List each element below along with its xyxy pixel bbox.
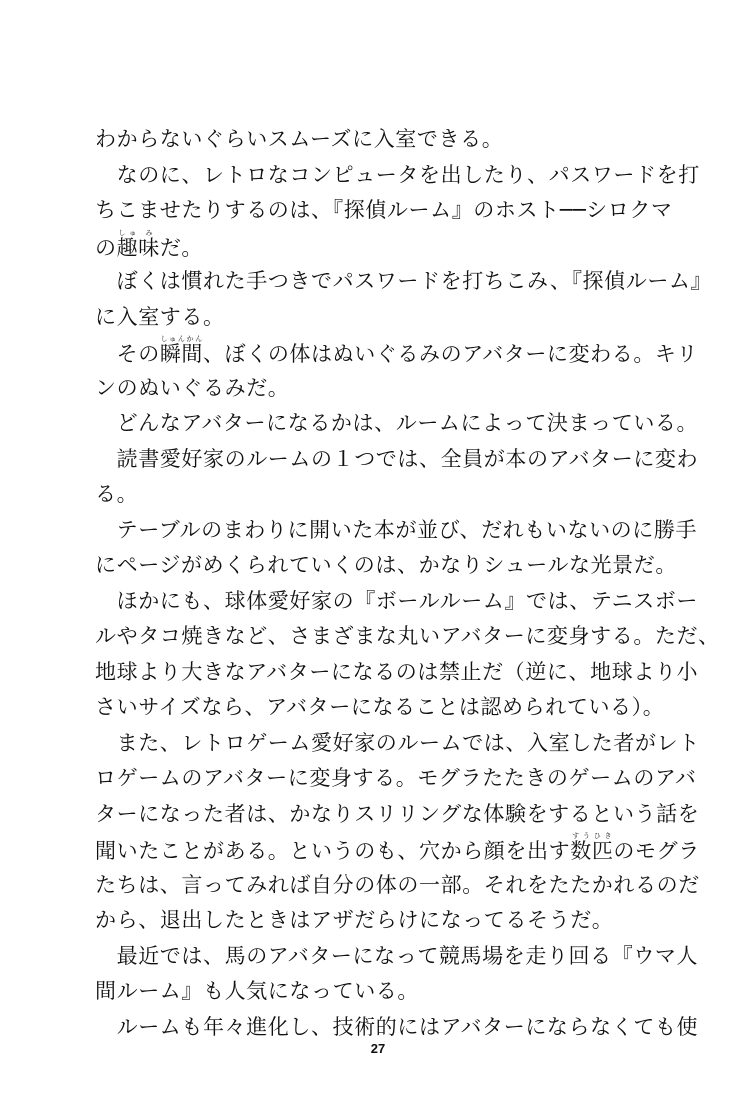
text-line: また、レトロゲーム愛好家のルームでは、入室した者がレト xyxy=(95,730,700,755)
ruby-base: 瞬間 xyxy=(159,342,204,366)
furigana-word xyxy=(159,335,204,366)
furigana-reading: しゅんかん xyxy=(159,335,203,343)
text-segment: のモグラ xyxy=(613,839,700,863)
text-line: から、退出したときはアザだらけになってるそうだ。 xyxy=(95,908,614,932)
text-line: にページがめくられていくのは、かなりシュールな光景だ。 xyxy=(95,553,677,577)
text-line: わからないぐらいスムーズに入室できる。 xyxy=(95,127,504,151)
furigana-word xyxy=(591,832,614,863)
text-line: ちこませたりするのは、『探偵ルーム』のホスト──シロクマ xyxy=(95,198,673,222)
text-line: に入室する。 xyxy=(95,304,225,329)
text-line: ターになった者は、かなりスリリングな体験をするという話を xyxy=(95,801,700,826)
body-text xyxy=(95,122,720,1045)
text-line: ルームも年々進化し、技術的にはアバターにならなくても使 xyxy=(95,1014,699,1039)
furigana-reading: しゅ xyxy=(116,228,139,237)
text-line: ロゲームのアバターに変身する。モグラたたきのゲームのアバ xyxy=(95,766,697,790)
text-line xyxy=(95,832,700,868)
text-line: ルやタコ焼きなど、さまざまな丸いアバターに変身する。ただ、 xyxy=(95,624,720,648)
text-line: テーブルのまわりに開いた本が並び、だれもいないのに勝手 xyxy=(95,517,698,542)
text-line: 最近では、馬のアバターになって競馬場を走り回る『ウマ人 xyxy=(95,943,699,968)
furigana-word xyxy=(116,228,139,260)
text-line: 地球より大きなアバターになるのは禁止だ（逆に、地球より小 xyxy=(95,659,699,684)
text-segment: その xyxy=(95,342,160,366)
furigana-word xyxy=(138,228,160,260)
text-line: たちは、言ってみれば自分の体の一部。それをたたかれるのだ xyxy=(95,872,700,897)
text-line: さいサイズなら、アバターになることは認められている）。 xyxy=(95,695,665,719)
ruby-base: 趣 xyxy=(116,235,139,260)
ruby-base: 味 xyxy=(138,235,160,260)
text-line: 読書愛好家のルームの１つでは、全員が本のアバターに変わ xyxy=(95,446,699,471)
text-line: る。 xyxy=(95,482,139,506)
text-line xyxy=(95,229,680,265)
text-line: 間ルーム』も人気になっている。 xyxy=(95,979,419,1003)
text-line: ンのぬいぐるみだ。 xyxy=(95,375,290,400)
furigana-reading: すう xyxy=(570,832,592,840)
page-number: 27 xyxy=(370,1041,386,1056)
text-segment: の xyxy=(95,235,117,260)
text-segment: だ。 xyxy=(159,235,204,260)
text-line xyxy=(95,335,699,371)
furigana-word xyxy=(570,832,592,863)
text-line: ほかにも、球体愛好家の『ボールルーム』では、テニスボー xyxy=(95,588,699,613)
text-line: なのに、レトロなコンピュータを出したり、パスワードを打 xyxy=(95,162,700,187)
furigana-reading: ひき xyxy=(591,832,614,840)
text-line: どんなアバターになるかは、ルームによって決まっている。 xyxy=(95,411,699,435)
text-line: ぼくは慣れた手つきでパスワードを打ちこみ、『探偵ルーム』 xyxy=(95,269,713,293)
ruby-base: 数 xyxy=(570,839,592,863)
text-segment: 聞いたことがある。というのも、穴から顔を出す xyxy=(95,839,571,863)
furigana-reading: み xyxy=(138,228,160,237)
ruby-base: 匹 xyxy=(591,839,614,863)
text-segment: 、ぼくの体はぬいぐるみのアバターに変わる。キリ xyxy=(203,342,699,366)
